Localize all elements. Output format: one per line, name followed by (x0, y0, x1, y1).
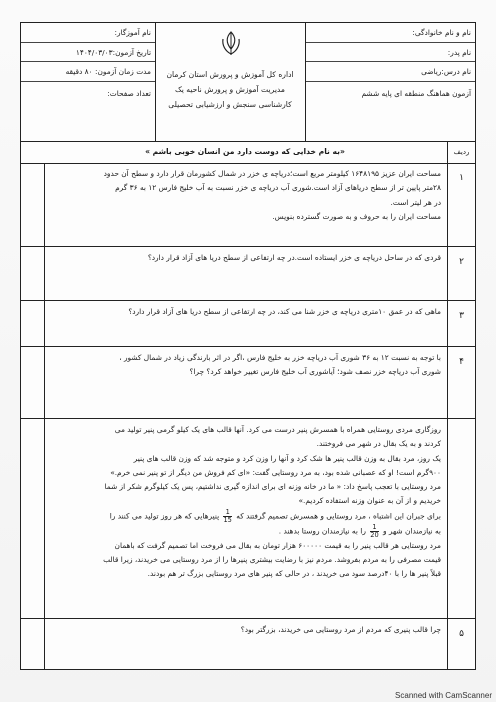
exam-duration: مدت زمان آزمون: ۸۰ دقیقه (21, 62, 155, 82)
question-line: قبلاً پنیر ها را با ۴۰درصد سود می خریدند ، در حالی که پنیر های مرد روستایی بزرگ تر هم بودند. (147, 569, 441, 579)
score-box (21, 301, 45, 346)
question-line: خریدیم و از آن به عنوان وزنه استفاده کردیم.» (298, 496, 441, 506)
question-line: کردند و به یک بقال در شهر می فروختند. (316, 439, 441, 449)
question-text (51, 423, 441, 582)
exam-header (21, 23, 475, 142)
iran-emblem-icon (216, 29, 246, 59)
father-name-field: نام پدر: (306, 43, 475, 63)
question-line: روزگاری مردی روستایی همراه با همسرش پنیر درست می کرد. آنها قالب های یک کیلو گرمی پنیر تولید می (114, 425, 441, 434)
question-line-with-fraction (51, 524, 441, 539)
question-line: ۹۰۰گرم است! او که عصبانی شده بود، به مرد روستایی گفت: «ای کم فروش من دیگر از تو پنیر نمی خرم.» (110, 467, 441, 477)
student-name-field: نام و نام خانوادگی: (306, 23, 475, 43)
organization-info (155, 23, 305, 141)
question-line: ۲۸متر پایین تر از سطح دریاهای آزاد است.شوری آب دریاچه ی خزر نسبت به آب خلیج فارس ۱۲ به ۳۶ گرم (115, 183, 441, 193)
exam-meta (21, 23, 155, 141)
question-number (447, 419, 475, 618)
fraction-numerator: 1 (372, 522, 377, 531)
organization-line-2: مدیریت آموزش و پرورش ناحیه یک (174, 85, 285, 94)
question-line: شوری آب دریاچه خزر نصف شود؛ آیاشوری آب خلیج فارس تغییر خواهد کرد؟ چرا؟ (189, 367, 441, 377)
question-line: مرد روستایی با تعجب پاسخ داد: « ما در خانه وزنه ای برای اندازه گیری نداشتیم، پس یک کیلوگرم شکر از شما (104, 482, 441, 492)
question-line: مساحت ایران عزیز ۱۶۴۸۱۹۵ کیلومتر مربع است؛دریاچه ی خزر در شمال کشورمان قرار دارد و سطح آن حدود (103, 169, 441, 178)
title-row (21, 141, 475, 164)
question-line: با توجه به نسبت ۱۲ به ۳۶ شوری آب دریاچه خزر به خلیج فارس ،اگر در اثر بارندگی زیاد در شمال کشور ، (119, 353, 441, 362)
question-number: ۳ (447, 301, 475, 346)
question-line: یک روز، مرد بقال به وزن قالب پنیر ها شک کرد و آنها را وزن کرد و متوجه شد که وزن قالب های پنیر (133, 453, 441, 463)
question-line-with-fraction (51, 509, 441, 524)
score-box (21, 419, 45, 618)
fraction-numerator: 1 (225, 507, 230, 516)
question-2 (21, 247, 475, 301)
question-line: ماهی که در عمق ۱۰متری دریاچه ی خزر شنا می کند، در چه ارتفاعی از سطح دریا های آزاد قرار دارد؟ (128, 307, 441, 316)
question-3 (21, 301, 475, 347)
question-line: در هر لیتر است. (390, 197, 441, 207)
question-number: ۵ (447, 619, 475, 669)
student-info (305, 23, 475, 141)
organization-line-1: اداره کل آموزش و پرورش استان کرمان (166, 70, 294, 79)
exam-sheet (20, 22, 476, 670)
question-number: ۱ (447, 163, 475, 246)
question-line: قردی که در ساحل دریاچه ی خزر ایستاده است.در چه ارتفاعی از سطح دریا های آزاد قرار دارد؟ (147, 253, 441, 262)
question-line: را به نیازمندان روستا بدهند . (278, 526, 366, 536)
exam-title: آزمون هماهنگ منطقه ای پایه ششم (361, 88, 471, 98)
question-5 (21, 619, 475, 669)
fraction-denominator: 15 (223, 515, 232, 524)
question-text (51, 251, 441, 265)
question-text (51, 623, 441, 637)
question-line: برای جبران این اشتباه ، مرد روستایی و همسرش تصمیم گرفتند که (236, 511, 441, 521)
fraction-denominator: 20 (370, 530, 379, 539)
page-count-field: تعداد صفحات: (107, 88, 151, 98)
question-text (51, 167, 441, 224)
question-number: ۴ (447, 347, 475, 418)
scanner-watermark: Scanned with CamScanner (395, 691, 492, 700)
question-line: مرد روستایی هر قالب پنیر را به قیمت ۶۰۰۰۰۰ هزار تومان به بقال می فروخت اما تصمیم گرفت که باهمان (114, 540, 441, 550)
score-box (21, 247, 45, 300)
invocation-text: «به نام خدایی که دوست دارد من انسان خوبی باشم » (145, 147, 345, 156)
exam-date: تاریخ آزمون:۱۴۰۴/۰۳/۰۳ (21, 43, 155, 63)
course-name-field: نام درس:ریاضی (306, 62, 475, 82)
question-5-story (21, 419, 475, 619)
teacher-name-field: نام آموزگار: (21, 23, 155, 43)
question-1 (21, 163, 475, 247)
score-box (21, 347, 45, 418)
organization-text (161, 67, 299, 112)
row-number-header: ردیف (447, 141, 475, 163)
question-line: به نیازمندان شهر و (383, 526, 441, 536)
question-line: چرا قالب پنیری که مردم از مرد روستایی می خریدند، بزرگتر بود؟ (240, 625, 441, 634)
score-box (21, 163, 45, 246)
fraction-one-fifteenth (223, 509, 231, 524)
question-line: مساحت ایران را به حروف و به صورت گسترده بنویس. (272, 211, 441, 221)
fraction-one-twentieth (370, 524, 378, 539)
organization-line-3: کارشناسی سنجش و ارزشیابی تحصیلی (168, 100, 292, 109)
question-text (51, 351, 441, 380)
question-line: قیمت مصرفی را به مردم بفروشد. مردم نیز با رضایت بیشتری پنیرها را از مرد روستایی می خریدند، زیرا قالب (103, 555, 441, 565)
question-line: پنیرهایی که هر روز تولید می کنند را (109, 511, 220, 521)
question-text (51, 305, 441, 319)
score-box (21, 619, 45, 669)
question-number: ۲ (447, 247, 475, 300)
question-4 (21, 347, 475, 419)
